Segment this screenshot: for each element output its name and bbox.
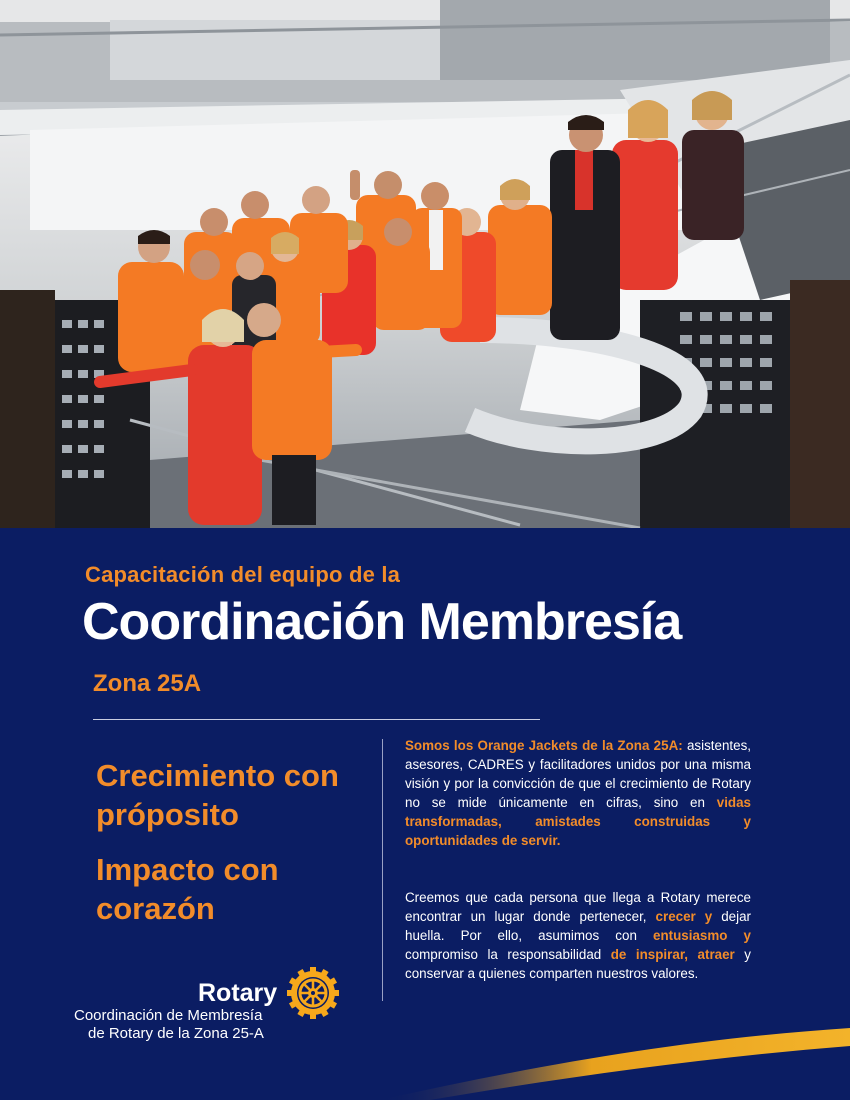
paragraph-text: compromiso la responsabilidad [405,947,611,962]
header-subtitle: Capacitación del equipo de la [85,562,401,587]
paragraph-orange-jackets [405,736,751,850]
paragraph-text: dejar huella. Por ello, asumimos con [405,909,751,943]
title-divider [93,719,540,720]
logo-subtitle-line2: de Rotary de la Zona 25-A [88,1025,264,1042]
paragraph-highlight: entusiasmo y [653,928,751,943]
logo-subtitle-line1: Coordinación de Membresía [74,1007,263,1024]
info-panel [0,528,850,1100]
zone-label: Zona 25A [93,670,202,697]
paragraph-text: y conservar a quienes comparten nuestros valores. [405,947,751,981]
paragraph-highlight: crecer y [655,909,713,924]
group-photo [0,0,850,528]
page-title: Coordinación Membresía [82,593,682,651]
paragraph-highlight: vidas transformadas, amistades construidas y oportunidades de servir. [405,795,751,848]
paragraph-text: asistentes, asesores, CADRES y facilitadores unidos por una misma visión y por la convicción de que el crecimiento de Rotary no se mide únicamente en cifras, sino en [405,738,751,810]
paragraph-text: Creemos que cada persona que llega a Rotary merece encontrar un lugar donde pertenecer, [405,890,751,924]
paragraph-highlight: de inspirar, atraer [610,947,735,962]
gold-swoosh-decoration [0,998,850,1100]
paragraph-belief [405,888,751,983]
group-photo-illustration [0,0,850,528]
motto-growth: Crecimiento con próposito [96,758,339,832]
column-divider [382,739,383,1001]
rotary-wordmark: Rotary [198,979,278,1007]
paragraph-lead: Somos los Orange Jackets de la Zona 25A: [405,738,683,753]
motto-impact: Impacto con corazón [96,852,279,926]
